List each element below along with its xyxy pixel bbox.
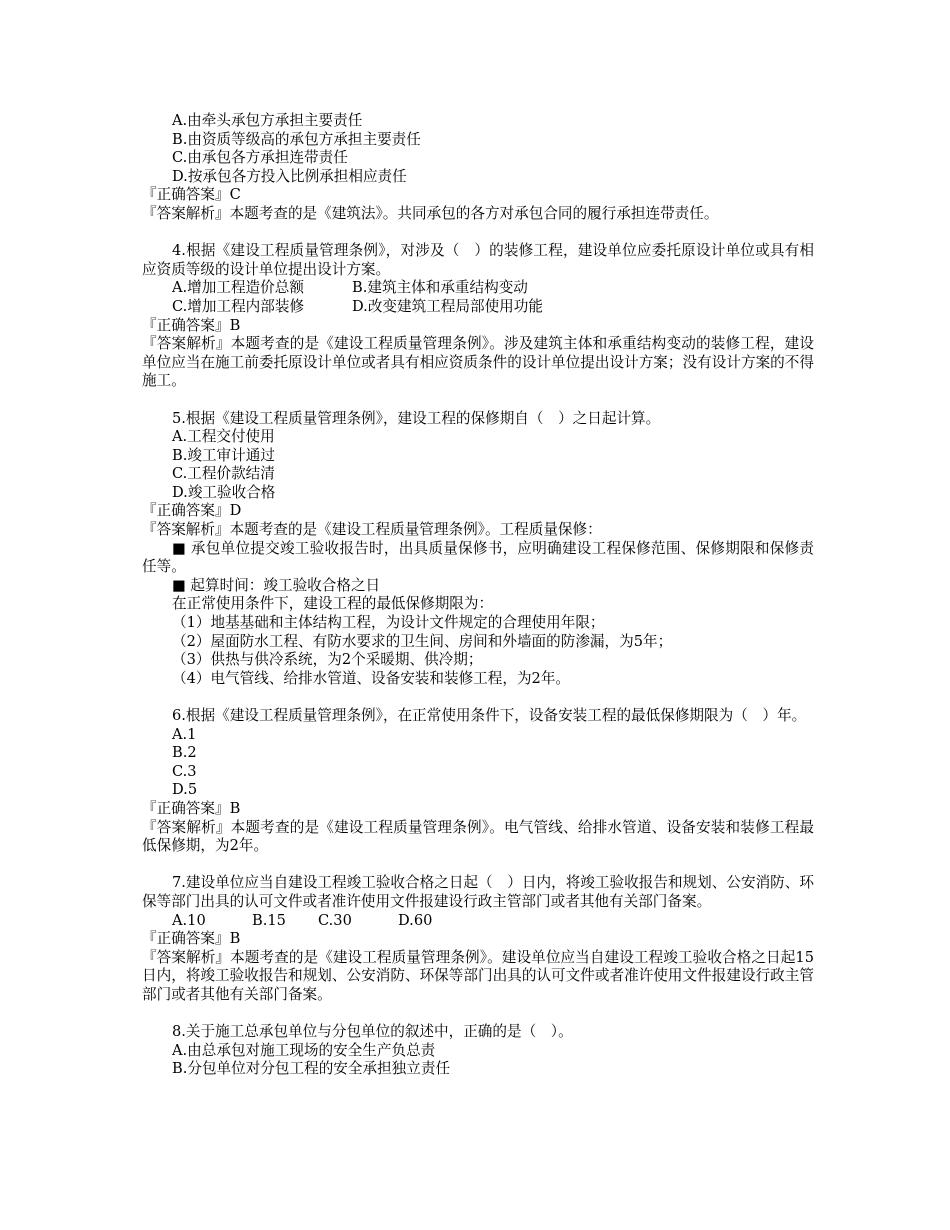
spacer: [142, 391, 814, 410]
q7-options: [142, 912, 814, 931]
q6-option-b: B.2: [172, 744, 197, 762]
q3-option-d: D.按承包各方投入比例承担相应责任: [172, 167, 407, 185]
q4-option-d: D.改变建筑工程局部使用功能: [352, 297, 543, 315]
q7-option-c: C.30: [318, 911, 352, 929]
q6-answer: 『正确答案』B: [142, 799, 241, 817]
q6-option-d: D.5: [172, 781, 198, 799]
q7-analysis: 『答案解析』本题考查的是《建设工程质量管理条例》。建设单位应当自建设工程竣工验收合格之日起15日内，将竣工验收报告和规划、公安消防、环保等部门出具的认可文件或者准许使用文件报建设行政主管部门或者其他有关部门备案。: [142, 948, 814, 1003]
q6-option-c: C.3: [172, 762, 197, 780]
q4-answer: 『正确答案』B: [142, 316, 241, 334]
q5-option-c: C.工程价款结清: [172, 465, 275, 483]
q4-options-row1: [142, 279, 814, 298]
q3-option-c: C.由承包各方承担连带责任: [172, 149, 348, 167]
q5-bullet-2: ■ 起算时间：竣工验收合格之日: [172, 576, 381, 594]
q5-analysis: 『答案解析』本题考查的是《建设工程质量管理条例》。工程质量保修：: [142, 521, 602, 539]
q4-option-b: B.建筑主体和承重结构变动: [352, 279, 528, 297]
q6-option-a: A.1: [172, 725, 197, 743]
spacer: [142, 224, 814, 243]
q6-analysis: 『答案解析』本题考查的是《建设工程质量管理条例》。电气管线、给排水管道、设备安装和装修工程最低保修期，为2年。: [142, 818, 814, 855]
q3-option-a: A.由牵头承包方承担主要责任: [172, 112, 363, 129]
q5-item-4: （4）电气管线、给排水管道、设备安装和装修工程，为2年。: [172, 669, 571, 687]
q5-option-a: A.工程交付使用: [172, 428, 275, 446]
q5-option-b: B.竣工审计通过: [172, 446, 275, 464]
q3-answer: 『正确答案』C: [142, 186, 241, 204]
q3-option-b: B.由资质等级高的承包方承担主要责任: [172, 130, 421, 148]
q4-option-c: C.增加工程内部装修: [172, 297, 305, 315]
q5-item-3: （3）供热与供冷系统，为2个采暖期、供冷期；: [172, 651, 483, 669]
q5-item-2: （2）屋面防水工程、有防水要求的卫生间、房间和外墙面的防渗漏，为5年；: [172, 632, 673, 650]
q5-answer: 『正确答案』D: [142, 502, 242, 520]
q4-stem-text: 4.根据《建设工程质量管理条例》，对涉及（ ）的装修工程，建设单位应委托原设计单位或具有相应资质等级的设计单位提出设计方案。: [142, 242, 814, 278]
q7-stem: 7.建设单位应当自建设工程竣工验收合格之日起（ ）日内，将竣工验收报告和规划、公安消防、环保等部门出具的认可文件或者准许使用文件报建设行政主管部门或者其他有关部门备案。: [142, 874, 814, 910]
spacer: [142, 856, 814, 875]
q7-answer: 『正确答案』B: [142, 930, 241, 948]
q5-bullet-1: ■ 承包单位提交竣工验收报告时，出具质量保修书，应明确建设工程保修范围、保修期限和保修责任等。: [142, 539, 814, 576]
q7-option-a: A.10: [172, 911, 206, 929]
q4-stem: [142, 242, 814, 279]
q4-option-a: A.增加工程造价总额: [172, 279, 304, 297]
q5-item-1: （1）地基基础和主体结构工程，为设计文件规定的合理使用年限；: [172, 614, 605, 632]
q5-intro: 在正常使用条件下，建设工程的最低保修期限为：: [172, 595, 494, 613]
q8-option-b: B.分包单位对分包工程的安全承担独立责任: [172, 1060, 451, 1078]
q8-option-a: A.由总承包对施工现场的安全生产负总责: [172, 1041, 436, 1059]
q5-stem: 5.根据《建设工程质量管理条例》，建设工程的保修期自（ ）之日起计算。: [172, 409, 661, 427]
q4-options-row2: [142, 298, 814, 317]
q7-option-b: B.15: [252, 911, 286, 929]
q8-stem: 8.关于施工总承包单位与分包单位的叙述中，正确的是（ ）。: [172, 1023, 573, 1041]
document-page: [142, 112, 814, 1079]
q7-option-d: D.60: [398, 911, 433, 929]
q4-analysis: 『答案解析』本题考查的是《建设工程质量管理条例》。涉及建筑主体和承重结构变动的装修工程，建设单位应当在施工前委托原设计单位或者具有相应资质条件的设计单位提出设计方案；没有设计方案的不得施工。: [142, 335, 814, 390]
spacer: [142, 688, 814, 707]
spacer: [142, 1005, 814, 1024]
q3-analysis: 『答案解析』本题考查的是《建筑法》。共同承包的各方对承包合同的履行承担连带责任。: [142, 204, 719, 222]
q5-option-d: D.竣工验收合格: [172, 483, 276, 501]
q6-stem: 6.根据《建设工程质量管理条例》，在正常使用条件下，设备安装工程的最低保修期限为（ ）年。: [172, 707, 807, 724]
